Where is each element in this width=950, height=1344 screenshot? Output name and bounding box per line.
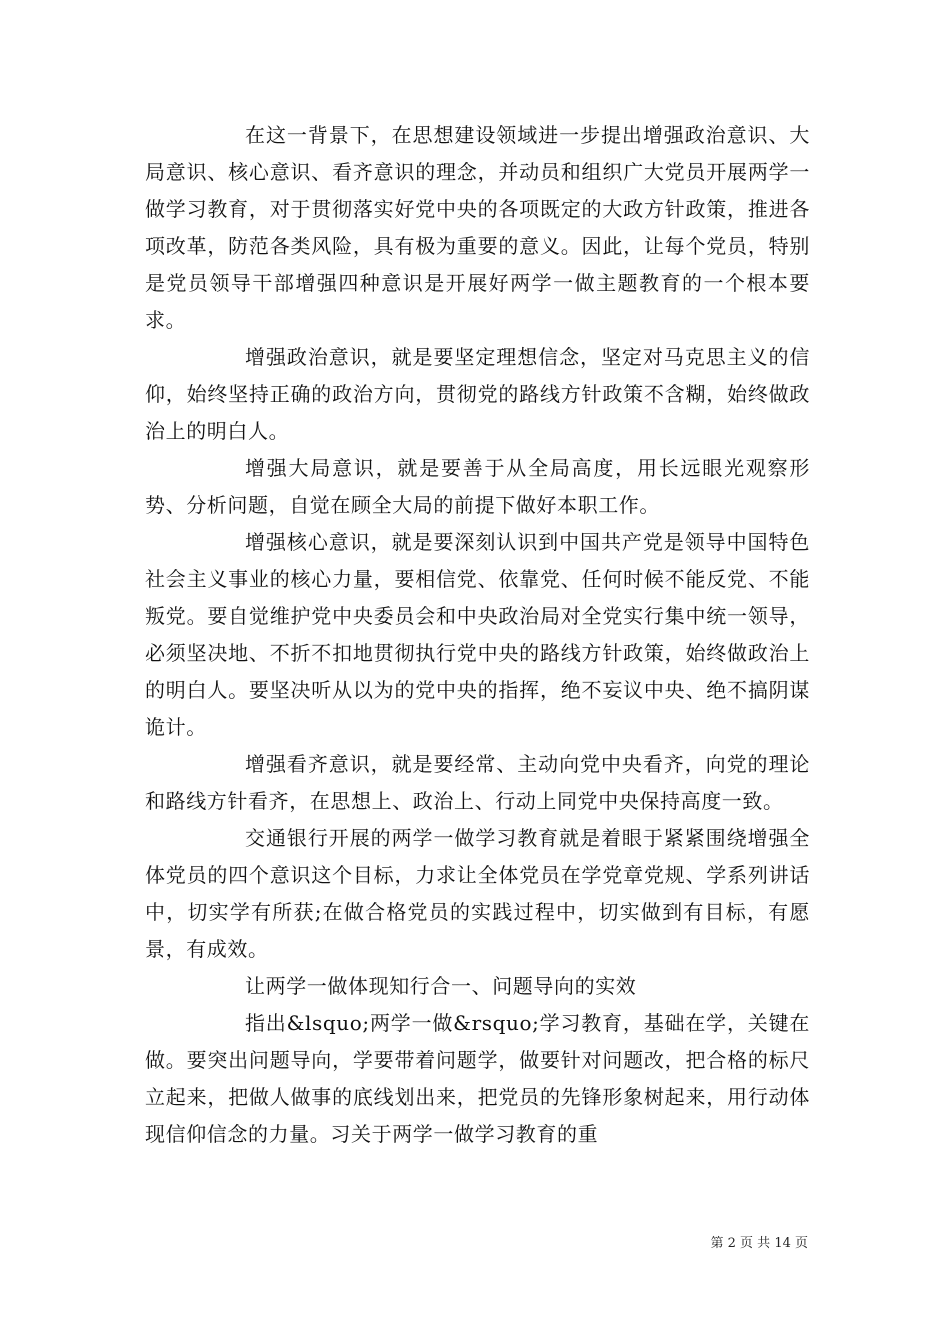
section-heading: 让两学一做体现知行合一、问题导向的实效 xyxy=(245,974,637,998)
paragraph-bank-education: 交通银行开展的两学一做学习教育就是着眼于紧紧围绕增强全体党员的四个意识这个目标，力求让全体党员在学党章党规、学系列讲话中，切实学有所获;在做合格党员的实践过程中，切实做到有目标，有愿景，有成效。 xyxy=(145,826,810,961)
paragraph-alignment-awareness: 增强看齐意识，就是要经常、主动向党中央看齐，向党的理论和路线方针看齐，在思想上、政治上、行动上同党中央保持高度一致。 xyxy=(145,752,810,813)
paragraph-overall-awareness: 增强大局意识，就是要善于从全局高度，用长远眼光观察形势、分析问题，自觉在顾全大局的前提下做好本职工作。 xyxy=(145,456,810,517)
paragraph-political-awareness: 增强政治意识，就是要坚定理想信念，坚定对马克思主义的信仰，始终坚持正确的政治方向，贯彻党的路线方针政策不含糊，始终做政治上的明白人。 xyxy=(145,345,810,443)
paragraph-core-awareness: 增强核心意识，就是要深刻认识到中国共产党是领导中国特色社会主义事业的核心力量，要相信党、依靠党、任何时候不能反党、不能叛党。要自觉维护党中央委员会和中央政治局对全党实行集中统一领导，必须坚决地、不折不扣地贯彻执行党中央的路线方针政策，始终做政治上的明白人。要坚决听从以为的党中央的指挥，绝不妄议中央、绝不搞阴谋诡计。 xyxy=(145,530,810,739)
paragraph-background: 在这一背景下，在思想建设领域进一步提出增强政治意识、大局意识、核心意识、看齐意识的理念，并动员和组织广大党员开展两学一做学习教育，对于贯彻落实好党中央的各项既定的大政方针政策，推进各项改革，防范各类风险，具有极为重要的意义。因此，让每个党员，特别是党员领导干部增强四种意识是开展好两学一做主题教育的一个根本要求。 xyxy=(145,123,810,332)
page-number: 第 2 页 共 14 页 xyxy=(710,1236,808,1251)
paragraph-learning-doing: 指出&lsquo;两学一做&rsquo;学习教育，基础在学，关键在做。要突出问题导向，学要带着问题学，做要针对问题改，把合格的标尺立起来，把做人做事的底线划出来，把党员的先锋形象树起来，用行动体现信仰信念的力量。习关于两学一做学习教育的重 xyxy=(145,1011,810,1146)
document-body xyxy=(145,117,810,1153)
